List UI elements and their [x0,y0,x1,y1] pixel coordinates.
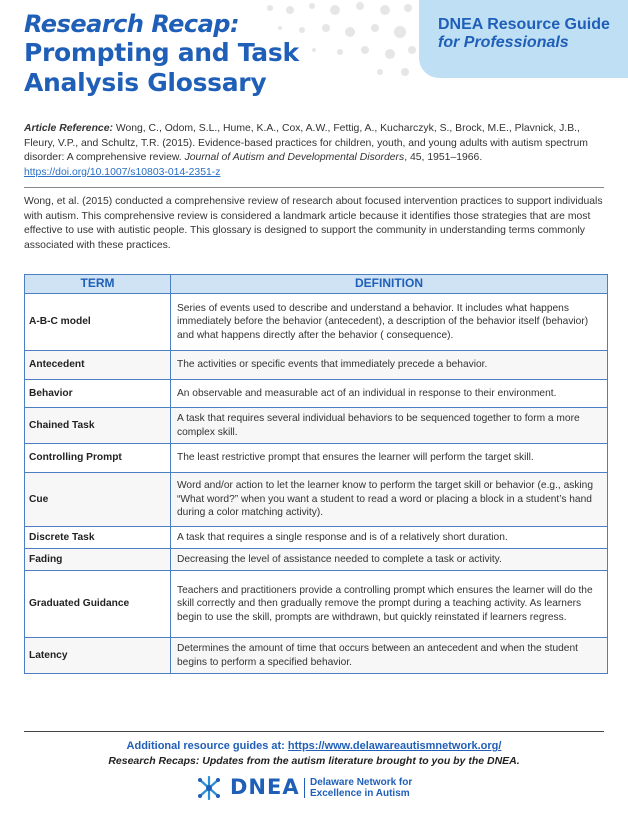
website-link[interactable]: https://www.delawareautismnetwork.org/ [287,740,502,752]
term-cell: A-B-C model [25,294,171,351]
definition-cell: Word and/or action to let the learner know to perform the target skill or behavior (e.g., asking “What word?” when you want a student to read a word or placing a block in a student’s hand during a color matching activity). [171,473,608,527]
term-cell: Latency [25,638,171,674]
guide-label: DNEA Resource Guide [438,16,610,33]
definition-cell: Determines the amount of time that occurs between an antecedent and when the student begins to perform a specified behavior. [171,638,608,674]
logo-subtitle-line1: Delaware Network for [310,777,413,788]
network-icon [196,776,222,800]
reference-volume: , 45, 1951–1966. [404,152,483,163]
table-row [25,638,608,674]
table-row [25,527,608,549]
article-reference [24,122,604,180]
term-cell: Controlling Prompt [25,444,171,473]
definition-cell: The activities or specific events that immediately precede a behavior. [171,351,608,380]
divider [24,187,604,188]
term-cell: Discrete Task [25,527,171,549]
resource-guide-badge [419,0,628,78]
title-main-line1: Prompting and Task [24,38,299,67]
guide-audience: for Professionals [438,34,569,51]
logo-separator [304,778,305,798]
doi-link[interactable]: https://doi.org/10.1007/s10803-014-2351-z [24,166,221,178]
logo-subtitle-line2: Excellence in Autism [310,788,410,799]
definition-cell: Series of events used to describe and understand a behavior. It includes what happens immediately before the behavior (antecedent), a description of the behavior itself (behavior) and what happens directly after the behavior ( consequence). [171,294,608,351]
definition-cell: Decreasing the level of assistance needed to complete a task or activity. [171,549,608,571]
footer-divider [24,731,604,732]
title-series: Research Recap: [24,10,240,38]
table-header-row [25,275,608,294]
term-cell: Cue [25,473,171,527]
term-cell: Chained Task [25,408,171,444]
table-row [25,473,608,527]
intro-paragraph: Wong, et al. (2015) conducted a comprehensive review of research about focused intervention practices to support individuals with autism. This comprehensive review is considered a landmark article because it identifies those strategies that are most effective to use with autistic people. This glossary is designed to support the community in understanding terms commonly associated with these practices. [24,196,603,251]
definition-cell: A task that requires several individual behaviors to be sequenced together to form a more complex skill. [171,408,608,444]
reference-journal: Journal of Autism and Developmental Disorders [184,152,405,163]
logo-wordmark: DNEA [230,775,300,799]
table-row [25,571,608,638]
term-cell: Fading [25,549,171,571]
column-header-definition: DEFINITION [171,275,608,294]
page-title [24,10,404,98]
footer-resources [0,740,628,752]
definition-cell: An observable and measurable act of an individual in response to their environment. [171,380,608,408]
logo-subtitle [310,777,412,799]
table-row [25,444,608,473]
reference-label: Article Reference: [24,123,113,134]
footer-link-prefix: Additional resource guides at: [126,740,288,752]
term-cell: Behavior [25,380,171,408]
term-cell: Antecedent [25,351,171,380]
table-row [25,294,608,351]
table-row [25,351,608,380]
column-header-term: TERM [25,275,171,294]
table-row [25,380,608,408]
definition-cell: The least restrictive prompt that ensures the learner will perform the target skill. [171,444,608,473]
footer-tagline: Research Recaps: Updates from the autism literature brought to you by the DNEA. [108,755,520,767]
title-main-line2: Analysis Glossary [24,68,267,97]
definition-cell: A task that requires a single response and is of a relatively short duration. [171,527,608,549]
reference-citation: Wong, C., Odom, S.L., Hume, K.A., Cox, A.W., Fettig, A., Kucharczyk, S., Brock, M.E., Plavnick, J.B., Fleury, V.P., and Schultz, T.R. (2015). Evidence-based practices for children, youth, and young adults with autism spectrum disorder: A comprehensive review. [24,123,588,163]
glossary-table [24,274,608,674]
table-row [25,408,608,444]
term-cell: Graduated Guidance [25,571,171,638]
table-row [25,549,608,571]
dnea-logo [196,772,456,804]
definition-cell: Teachers and practitioners provide a controlling prompt which ensures the learner will do the skill correctly and then gradually remove the prompt during a teaching activity. As learners begin to use the skill, prompts are withdrawn, but quickly reinstated if learners regress. [171,571,608,638]
